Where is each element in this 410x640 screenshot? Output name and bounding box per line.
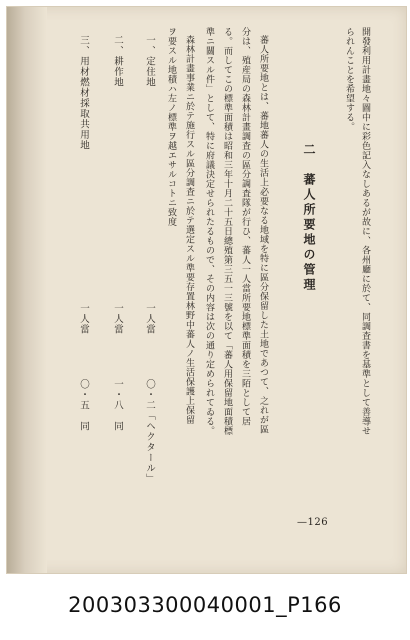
- quoted-regulation-column: 森林計畫事業ニ於テ施行スル區分調査ニ於テ選定スル準要存置林野中蕃人ノ生活保護上保留: [184, 35, 194, 425]
- text-column: 蕃人所要地とは、蕃地蕃人の生活上必要なる地域を特に區分保留した土地であつて、之れが區: [258, 35, 268, 434]
- text-column: 分は、殖産局の森林計畫調査の區分調査隊が行ひ、蕃人一人當所要地標準面積を三陌として居: [240, 27, 250, 426]
- list-item-value: 一・八 同: [112, 379, 123, 432]
- list-item-name: 一、定住地: [144, 35, 155, 88]
- list-item-value: 〇・二「ヘクタール」: [144, 379, 155, 484]
- quoted-regulation-column: ヲ要スル地積ハ左ノ標準ヲ越エサルコトニ致度: [166, 27, 176, 227]
- list-item-name: 三、用材燃材採取共用地: [78, 35, 89, 151]
- text-column: られんことを希望する。: [344, 27, 354, 132]
- list-item-value: 〇・五 同: [78, 379, 89, 432]
- page-number: —126: [297, 517, 329, 528]
- list-item-unit: 一人當: [78, 303, 89, 335]
- image-caption: 200303300040001_P166: [68, 593, 342, 617]
- text-column: 開發利用計畫地々圖中に彩色記入なしあるが故に、各州廳に於て、同調査書を基準として善導せ: [360, 27, 370, 436]
- list-item-unit: 一人當: [144, 303, 155, 335]
- book-page: [6, 6, 407, 574]
- book-spine-shadow: [7, 7, 47, 573]
- list-item-unit: 一人當: [112, 303, 123, 335]
- list-item-name: 二、耕作地: [112, 35, 123, 88]
- section-heading: 二 蕃人所要地の管理: [302, 143, 316, 293]
- text-column: 準ニ關スル件」として、特に府議決定せられたるもので、その内容は次の通り定められてゐる。: [204, 27, 214, 436]
- text-column: る。而してこの標準面積は昭和三年十月二十五日總殖第三五一三號を以て「蕃人用保留地面積標: [222, 27, 232, 436]
